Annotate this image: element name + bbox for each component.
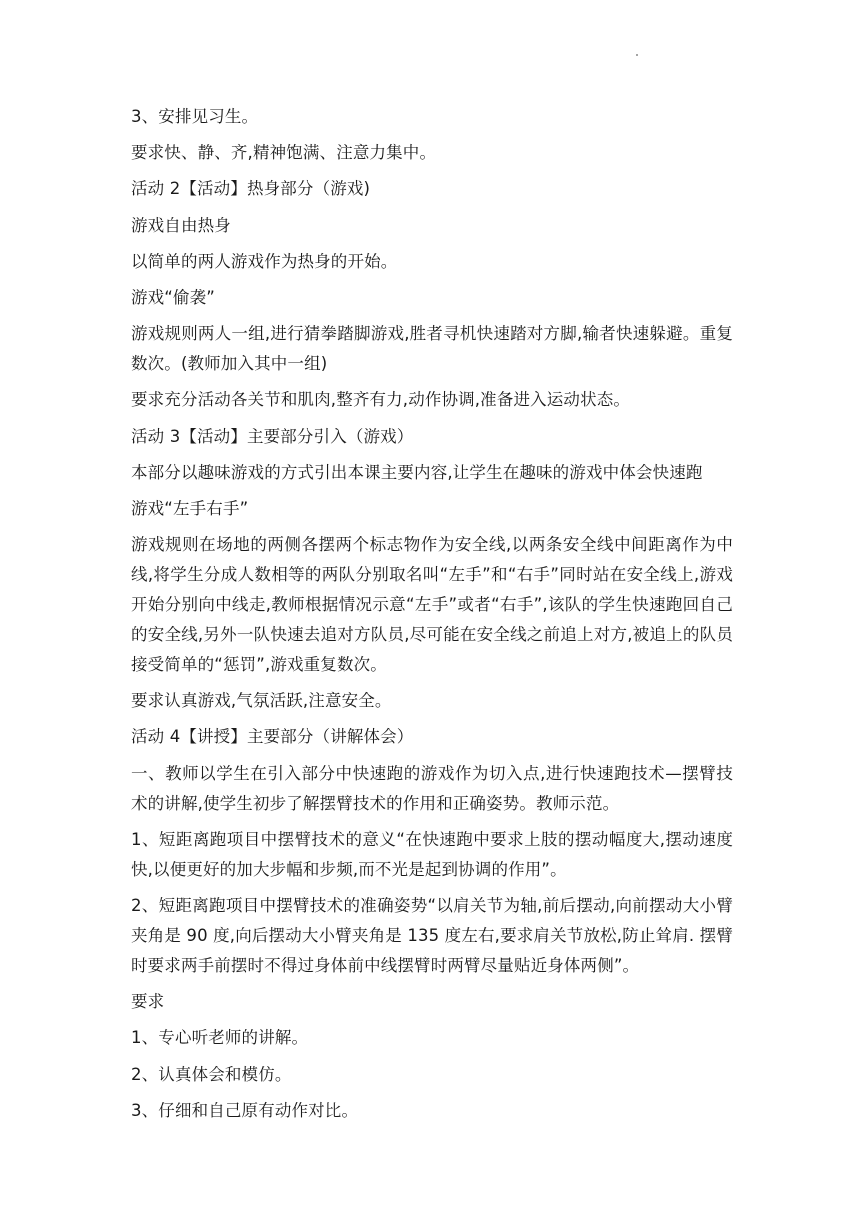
game-rules-paragraph: 游戏规则两人一组,进行猜拳踏脚游戏,胜者寻机快速踏对方脚,输者快速躲避。重复数次。(教师加入其中一组): [131, 324, 733, 374]
requirement-text: 要求认真游戏,气氛活跃,注意安全。: [131, 691, 392, 711]
list-item-listen: 1、专心听老师的讲解。: [131, 1028, 309, 1048]
activity-heading-3: 活动 3【活动】主要部分引入（游戏）: [131, 426, 414, 446]
activity-heading-4: 活动 4【讲授】主要部分（讲解体会）: [131, 727, 414, 747]
paragraph-text: 以简单的两人游戏作为热身的开始。: [131, 251, 398, 271]
activity-heading-2: 活动 2【活动】热身部分（游戏): [131, 179, 371, 199]
game-title-left-right-hand: 游戏“左手右手”: [131, 498, 249, 518]
list-item-arm-swing-meaning: 1、短距离跑项目中摆臂技术的意义“在快速跑中要求上肢的摆动幅度大,摆动速度快,以便更好的加大步幅和步频,而不光是起到协调的作用”。: [131, 829, 733, 879]
document-body: [131, 102, 733, 1132]
game-title-free-warmup: 游戏自由热身: [131, 215, 231, 235]
requirements-heading: 要求: [131, 992, 165, 1012]
game-rules-paragraph: 游戏规则在场地的两侧各摆两个标志物作为安全线,以两条安全线中间距离作为中线,将学生分成人数相等的两队分别取名叫“左手”和“右手”同时站在安全线上,游戏开始分别向中线走,教师根据情况示意“左手”或者“右手”,该队的学生快速跑回自己的安全线,另外一队快速去追对方队员,尽可能在安全线之前追上对方,被追上的队员接受简单的“惩罚”,游戏重复数次。: [131, 535, 733, 675]
page-marker-dot: [636, 54, 638, 56]
paragraph-text: 本部分以趣味游戏的方式引出本课主要内容,让学生在趣味的游戏中体会快速跑: [131, 462, 703, 482]
list-item-compare: 3、仔细和自己原有动作对比。: [131, 1100, 359, 1120]
list-item-arm-swing-posture: 2、短距离跑项目中摆臂技术的准确姿势“以肩关节为轴,前后摆动,向前摆动大小臂夹角是 90 度,向后摆动大小臂夹角是 135 度左右,要求肩关节放松,防止耸肩. 摆臂时要求两手前摆时不得过身体前中线摆臂时两臂尽量贴近身体两侧”。: [131, 896, 733, 975]
list-item-arrange-trainees: 3、安排见习生。: [131, 107, 259, 126]
paragraph-text: 一、教师以学生在引入部分中快速跑的游戏作为切入点,进行快速跑技术—摆臂技术的讲解,使学生初步了解摆臂技术的作用和正确姿势。教师示范。: [131, 763, 733, 813]
requirement-text: 要求快、静、齐,精神饱满、注意力集中。: [131, 143, 437, 163]
game-title-sneak-attack: 游戏“偷袭”: [131, 287, 215, 307]
list-item-imitate: 2、认真体会和模仿。: [131, 1064, 292, 1084]
requirement-text: 要求充分活动各关节和肌肉,整齐有力,动作协调,准备进入运动状态。: [131, 390, 631, 410]
